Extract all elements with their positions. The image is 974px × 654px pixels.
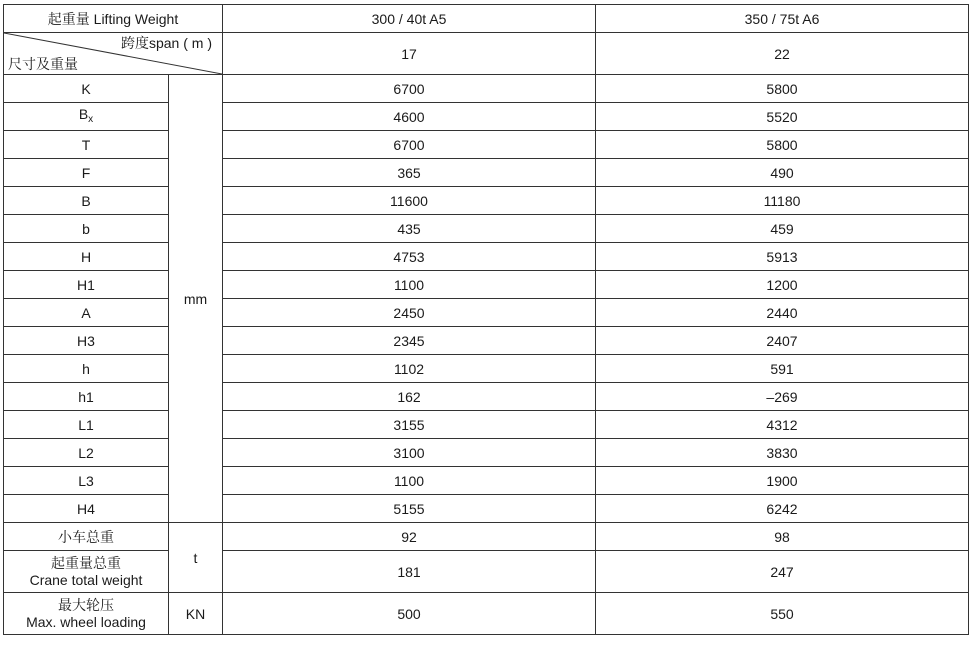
value-col2: –269 xyxy=(596,383,969,411)
lifting-weight-label: 起重量 Lifting Weight xyxy=(4,5,223,33)
dimension-symbol: B xyxy=(78,105,89,122)
dimension-symbol: B xyxy=(81,192,91,209)
wheel-loading-row xyxy=(4,593,969,635)
dimension-label xyxy=(4,243,169,271)
dimension-row xyxy=(4,439,969,467)
crane-weight-col2: 247 xyxy=(596,551,969,593)
dimension-row xyxy=(4,495,969,523)
value-col2: 3830 xyxy=(596,439,969,467)
crane-weight-row xyxy=(4,551,969,593)
value-col2: 4312 xyxy=(596,411,969,439)
dimension-row xyxy=(4,355,969,383)
dimension-symbol: h xyxy=(82,360,90,377)
value-col1: 4753 xyxy=(223,243,596,271)
dimension-subscript: x xyxy=(88,113,94,125)
wheel-loading-col1: 500 xyxy=(223,593,596,635)
dimension-row xyxy=(4,411,969,439)
dimension-row xyxy=(4,103,969,131)
value-col2: 5520 xyxy=(596,103,969,131)
span-row xyxy=(4,33,969,75)
value-col1: 5155 xyxy=(223,495,596,523)
value-col1: 2450 xyxy=(223,299,596,327)
dimension-row xyxy=(4,215,969,243)
dimension-symbol: K xyxy=(81,80,91,97)
dimension-symbol: h1 xyxy=(78,388,94,405)
value-col1: 365 xyxy=(223,159,596,187)
value-col2: 5913 xyxy=(596,243,969,271)
dimension-row xyxy=(4,75,969,103)
dimension-symbol: A xyxy=(81,304,91,321)
value-col2: 490 xyxy=(596,159,969,187)
value-col1: 4600 xyxy=(223,103,596,131)
dimension-label xyxy=(4,299,169,327)
wheel-loading-label-en: Max. wheel loading xyxy=(26,613,146,630)
value-col1: 1100 xyxy=(223,271,596,299)
dimension-symbol: F xyxy=(81,164,91,181)
crane-weight-label-en: Crane total weight xyxy=(29,571,143,588)
unit-kn: KN xyxy=(169,593,223,635)
span-col2: 22 xyxy=(596,33,969,75)
value-col2: 459 xyxy=(596,215,969,243)
dimension-label xyxy=(4,355,169,383)
value-col1: 435 xyxy=(223,215,596,243)
dimension-row xyxy=(4,327,969,355)
value-col2: 11180 xyxy=(596,187,969,215)
trolley-weight-row xyxy=(4,523,969,551)
dimension-label xyxy=(4,327,169,355)
dimension-row xyxy=(4,159,969,187)
span-label: 跨度span ( m ) xyxy=(120,35,212,51)
unit-mm: mm xyxy=(169,75,223,523)
value-col1: 1102 xyxy=(223,355,596,383)
value-col1: 3100 xyxy=(223,439,596,467)
dimension-row xyxy=(4,271,969,299)
value-col2: 1900 xyxy=(596,467,969,495)
value-col2: 591 xyxy=(596,355,969,383)
dimension-symbol: L1 xyxy=(78,416,94,433)
dimension-row xyxy=(4,467,969,495)
spec-table xyxy=(3,4,969,635)
dimension-label xyxy=(4,159,169,187)
value-col1: 6700 xyxy=(223,131,596,159)
trolley-weight-label: 小车总重 xyxy=(4,523,169,551)
diagonal-header-cell xyxy=(4,33,223,75)
value-col2: 2407 xyxy=(596,327,969,355)
dimension-label xyxy=(4,187,169,215)
value-col2: 6242 xyxy=(596,495,969,523)
value-col1: 11600 xyxy=(223,187,596,215)
dimension-label xyxy=(4,103,169,131)
trolley-weight-col1: 92 xyxy=(223,523,596,551)
dimension-symbol: H4 xyxy=(77,500,95,517)
value-col2: 5800 xyxy=(596,75,969,103)
dimension-symbol: H xyxy=(80,248,92,265)
wheel-loading-label-cn: 最大轮压 xyxy=(58,596,114,613)
dimension-label xyxy=(4,271,169,299)
value-col2: 5800 xyxy=(596,131,969,159)
header-col1: 300 / 40t A5 xyxy=(223,5,596,33)
dimension-symbol: T xyxy=(81,136,91,153)
span-col1: 17 xyxy=(223,33,596,75)
value-col1: 3155 xyxy=(223,411,596,439)
trolley-weight-col2: 98 xyxy=(596,523,969,551)
value-col1: 162 xyxy=(223,383,596,411)
dimension-row xyxy=(4,131,969,159)
dimension-row xyxy=(4,299,969,327)
dimension-row xyxy=(4,243,969,271)
value-col2: 2440 xyxy=(596,299,969,327)
header-row xyxy=(4,5,969,33)
dimension-label xyxy=(4,411,169,439)
dimension-label xyxy=(4,495,169,523)
crane-weight-label xyxy=(4,551,169,593)
crane-weight-col1: 181 xyxy=(223,551,596,593)
wheel-loading-label xyxy=(4,593,169,635)
dimension-symbol: H1 xyxy=(77,276,95,293)
unit-t: t xyxy=(169,523,223,593)
dimension-symbol: H3 xyxy=(77,332,95,349)
value-col1: 1100 xyxy=(223,467,596,495)
dimension-label xyxy=(4,467,169,495)
dimension-row xyxy=(4,187,969,215)
dimension-label xyxy=(4,215,169,243)
dimension-label xyxy=(4,383,169,411)
dims-label: 尺寸及重量 xyxy=(8,56,78,72)
dimension-label xyxy=(4,75,169,103)
dimension-symbol: b xyxy=(82,220,90,237)
header-col2: 350 / 75t A6 xyxy=(596,5,969,33)
dimension-symbol: L2 xyxy=(78,444,94,461)
value-col2: 1200 xyxy=(596,271,969,299)
wheel-loading-col2: 550 xyxy=(596,593,969,635)
dimension-label xyxy=(4,439,169,467)
value-col1: 2345 xyxy=(223,327,596,355)
dimension-label xyxy=(4,131,169,159)
dimension-symbol: L3 xyxy=(78,472,94,489)
value-col1: 6700 xyxy=(223,75,596,103)
dimension-row xyxy=(4,383,969,411)
crane-weight-label-cn: 起重量总重 xyxy=(51,554,121,571)
